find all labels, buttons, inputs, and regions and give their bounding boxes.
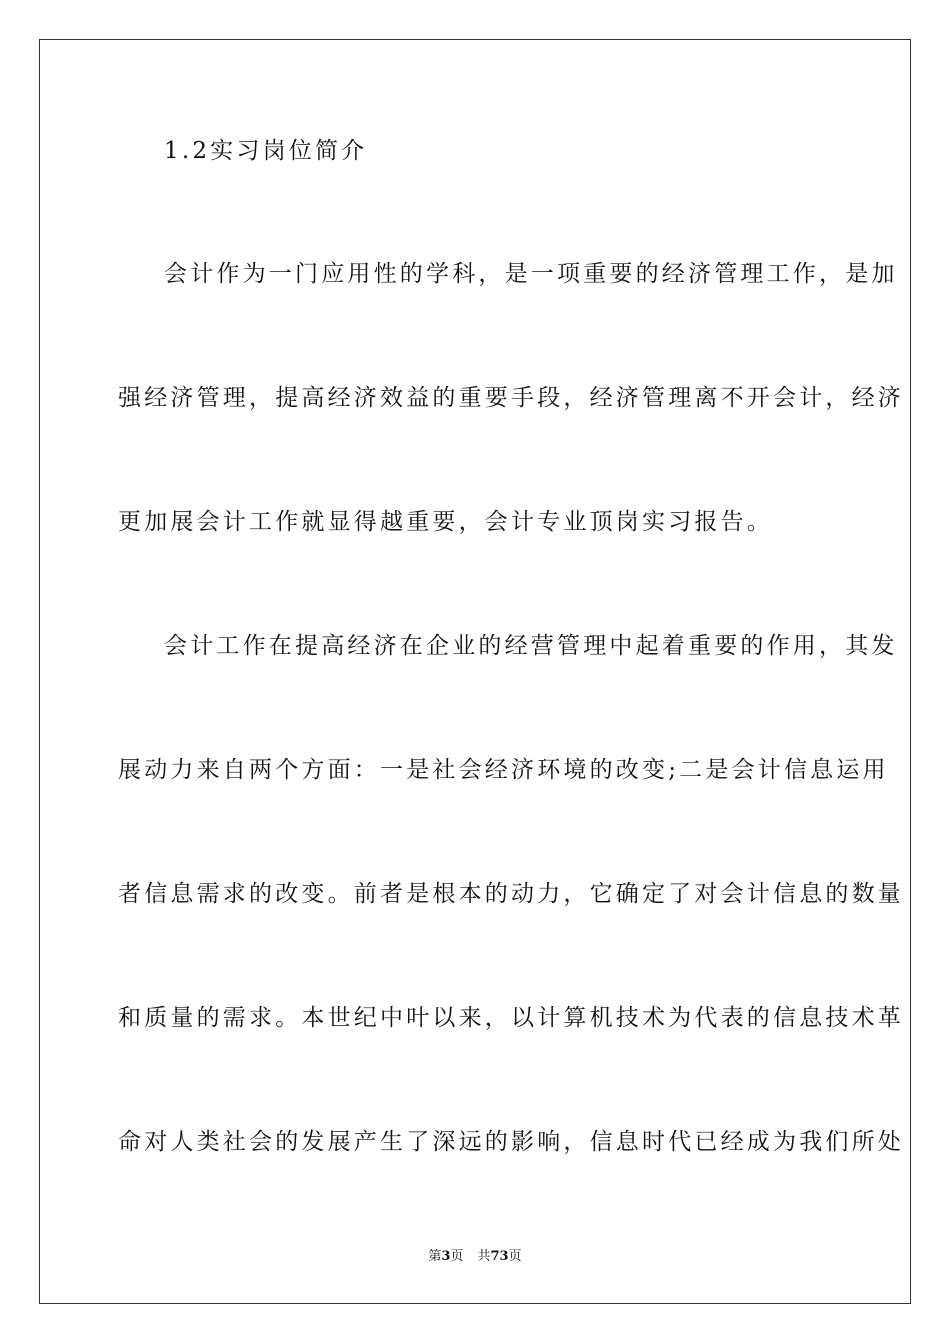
paragraph-line: 命对人类社会的发展产生了深远的影响，信息时代已经成为我们所处 [118, 1129, 904, 1155]
total-suffix: 页 [508, 1249, 522, 1264]
page-suffix: 页 [450, 1249, 464, 1264]
paragraph-line: 和质量的需求。本世纪中叶以来，以计算机技术为代表的信息技术革 [118, 1005, 904, 1031]
page-footer [0, 1248, 950, 1266]
paragraph-line: 会计作为一门应用性的学科，是一项重要的经济管理工作，是加 [164, 261, 898, 287]
section-heading: 1.2实习岗位简介 [164, 138, 368, 164]
paragraph-line: 展动力来自两个方面：一是社会经济环境的改变;二是会计信息运用 [118, 757, 889, 783]
total-prefix: 共 [477, 1249, 491, 1264]
page-number: 3 [441, 1249, 451, 1264]
page-border [39, 39, 911, 1304]
paragraph-line: 更加展会计工作就显得越重要，会计专业顶岗实习报告。 [118, 509, 773, 535]
paragraph-line: 会计工作在提高经济在企业的经营管理中起着重要的作用，其发 [164, 633, 898, 659]
paragraph-line: 强经济管理，提高经济效益的重要手段，经济管理离不开会计，经济 [118, 385, 904, 411]
paragraph-line: 者信息需求的改变。前者是根本的动力，它确定了对会计信息的数量 [118, 881, 904, 907]
page-prefix: 第 [428, 1249, 442, 1264]
total-pages: 73 [490, 1249, 509, 1264]
